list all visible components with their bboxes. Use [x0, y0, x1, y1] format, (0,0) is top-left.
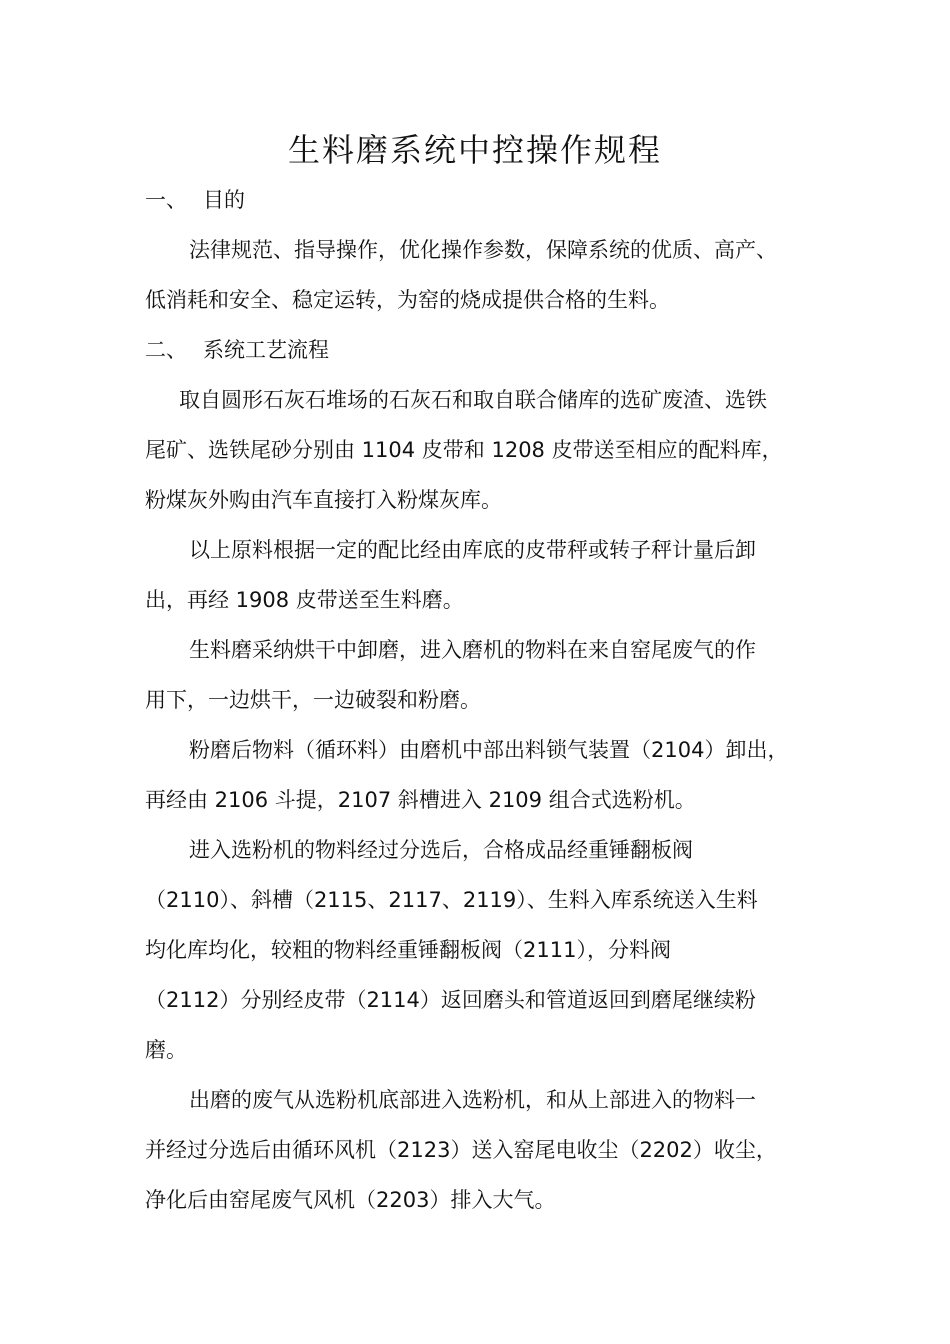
paragraph-batching [145, 525, 810, 625]
text-line: 磨。 [145, 1038, 187, 1062]
section-heading-purpose [145, 175, 810, 225]
paragraph-raw-materials [145, 375, 810, 525]
text-line: （2110）、斜槽（2115、2117、2119）、生料入库系统送入生料 [145, 888, 758, 912]
text-line: 取自圆形石灰石堆场的石灰石和取自联合储库的选矿废渣、选铁 [179, 388, 767, 412]
text-line: 以上原料根据一定的配比经由库底的皮带秤或转子秤计量后卸 [189, 538, 756, 562]
text-line: 法律规范、指导操作，优化操作参数，保障系统的优质、高产、 [189, 238, 777, 262]
text-line: 粉煤灰外购由汽车直接打入粉煤灰库。 [145, 488, 502, 512]
text-line: 粉磨后物料（循环料）由磨机中部出料锁气装置（2104）卸出， [189, 738, 789, 762]
text-line: 生料磨采纳烘干中卸磨，进入磨机的物料在来自窑尾废气的作 [189, 638, 756, 662]
text-line: 出，再经 1908 皮带送至生料磨。 [145, 588, 464, 612]
text-line: 尾矿、选铁尾砂分别由 1104 皮带和 1208 皮带送至相应的配料库， [145, 438, 783, 462]
document-title: 生料磨系统中控操作规程 [287, 131, 662, 169]
text-line: 进入选粉机的物料经过分选后，合格成品经重锤翻板阀 [189, 838, 693, 862]
text-line: 并经过分选后由循环风机（2123）送入窑尾电收尘（2202）收尘， [145, 1138, 777, 1162]
section-label: 系统工艺流程 [203, 338, 329, 362]
paragraph-exhaust-gas [145, 1075, 810, 1225]
paragraph-mill-drying [145, 625, 810, 725]
document-body [145, 175, 810, 1225]
text-line: 净化后由窑尾废气风机（2203）排入大气。 [145, 1188, 556, 1212]
section-label: 目的 [203, 188, 245, 212]
paragraph-separator [145, 825, 810, 1075]
text-line: 用下，一边烘干，一边破裂和粉磨。 [145, 688, 481, 712]
text-line: 出磨的废气从选粉机底部进入选粉机，和从上部进入的物料一 [189, 1088, 756, 1112]
text-line: 低消耗和安全、稳定运转，为窑的烧成提供合格的生料。 [145, 288, 670, 312]
section-number: 二、 [145, 338, 187, 362]
section-heading-process-flow [145, 325, 810, 375]
paragraph-purpose [145, 225, 810, 325]
text-line: 均化库均化，较粗的物料经重锤翻板阀（2111），分料阀 [145, 938, 671, 962]
section-number: 一、 [145, 188, 187, 212]
text-line: （2112）分别经皮带（2114）返回磨头和管道返回到磨尾继续粉 [145, 988, 756, 1012]
text-line: 再经由 2106 斗提，2107 斜槽进入 2109 组合式选粉机。 [145, 788, 696, 812]
paragraph-circulating-material [145, 725, 810, 825]
